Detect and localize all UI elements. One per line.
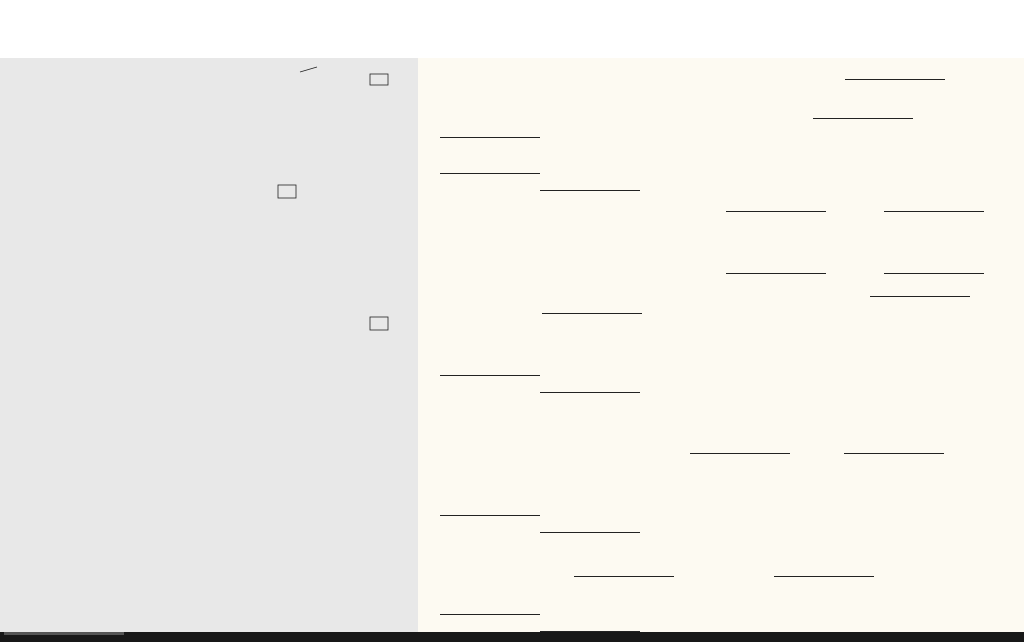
answer-g-price[interactable]	[542, 313, 642, 314]
answer-j-amount[interactable]	[844, 453, 944, 454]
questions-panel	[418, 58, 1024, 632]
answer-g-gdp[interactable]	[870, 296, 970, 297]
graph-panel	[0, 58, 420, 632]
ad1-label-box	[278, 185, 296, 198]
budget-chart	[0, 58, 388, 330]
las-label-leader	[300, 67, 317, 72]
answer-f-amount[interactable]	[884, 273, 984, 274]
answer-i-type[interactable]	[440, 375, 540, 376]
answer-c-type[interactable]	[440, 173, 540, 174]
answer-l-amount[interactable]	[540, 532, 640, 533]
graphs-svg	[0, 58, 420, 632]
answer-o-type[interactable]	[440, 614, 540, 615]
answer-d-direction[interactable]	[726, 211, 826, 212]
answer-j-direction[interactable]	[690, 453, 790, 454]
as-label-box	[370, 74, 388, 85]
answer-f-direction[interactable]	[726, 273, 826, 274]
answer-n-price[interactable]	[774, 576, 874, 577]
answer-a-gdp[interactable]	[845, 79, 945, 80]
taskbar	[0, 632, 1024, 642]
answer-i-amount[interactable]	[540, 392, 640, 393]
ad-as-chart	[0, 58, 388, 198]
answer-n-gdp[interactable]	[574, 576, 674, 577]
bl1-label-box	[370, 317, 388, 330]
answer-d-amount[interactable]	[884, 211, 984, 212]
answer-c-amount[interactable]	[540, 190, 640, 191]
taskbar-tab[interactable]	[4, 632, 124, 635]
answer-b-gap[interactable]	[813, 118, 913, 119]
answer-l-direction[interactable]	[440, 515, 540, 516]
answer-b-amount[interactable]	[440, 137, 540, 138]
